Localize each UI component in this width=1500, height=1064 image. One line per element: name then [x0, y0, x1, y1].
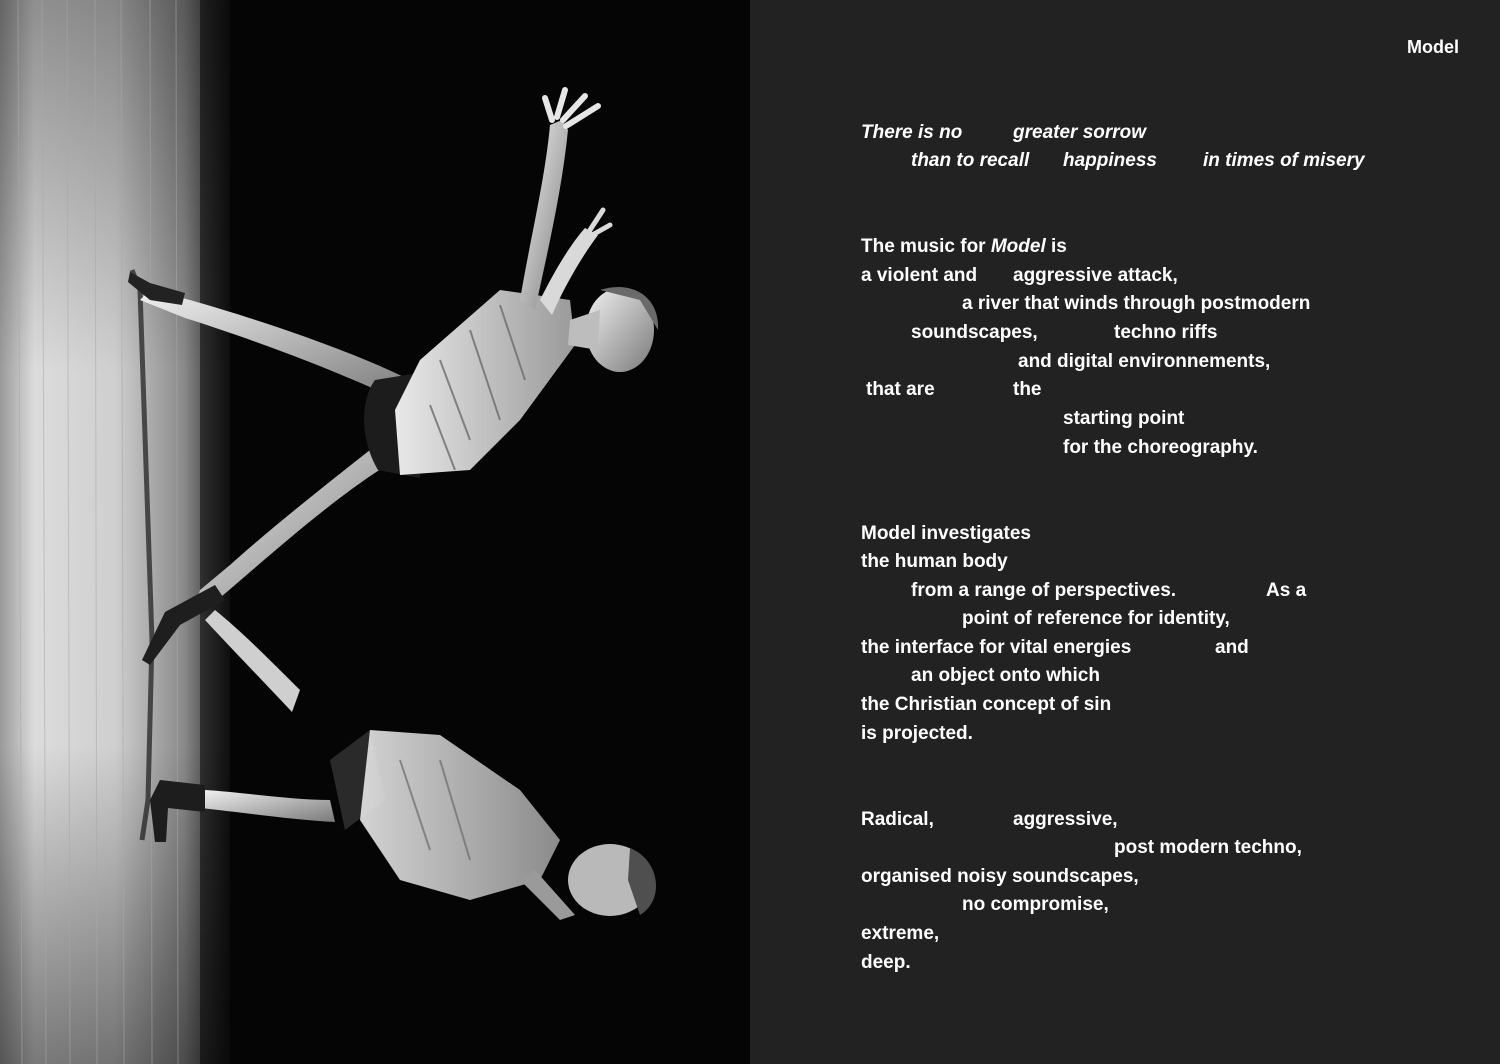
stanza-line: extreme,: [861, 923, 940, 944]
epigraph-phrase: than to recall: [911, 150, 1030, 171]
stanza-line: aggressive,: [1013, 809, 1118, 830]
epigraph-phrase: greater sorrow: [1013, 122, 1147, 143]
stanza-line: aggressive attack,: [1013, 265, 1178, 286]
stanza-line: organised noisy soundscapes,: [861, 866, 1139, 887]
stanza-line: soundscapes,: [911, 322, 1038, 343]
stanza-line: starting point: [1063, 408, 1185, 429]
stanza-line: techno riffs: [1114, 322, 1218, 343]
stanza-line: and digital environnements,: [1018, 351, 1271, 372]
text-page: [750, 0, 1500, 1064]
stanza-line: the Christian concept of sin: [861, 694, 1112, 715]
stanza-line: is projected.: [861, 723, 973, 744]
stanza-line: a violent and: [861, 265, 978, 286]
stanza-line: an object onto which: [911, 665, 1100, 686]
stanza-line: Radical,: [861, 809, 934, 830]
stanza-line: the human body: [861, 551, 1008, 572]
stanza-line: the: [1013, 379, 1042, 400]
stanza-line: and: [1215, 637, 1249, 658]
stanza-line: for the choreography.: [1063, 437, 1258, 458]
stanza-line: that are: [866, 379, 935, 400]
stanza-line: point of reference for identity,: [962, 608, 1230, 629]
stanza-line: a river that winds through postmodern: [962, 293, 1311, 314]
epigraph-phrase: happiness: [1063, 150, 1157, 171]
stanza-line: deep.: [861, 952, 911, 973]
epigraph-phrase: in times of misery: [1203, 150, 1365, 171]
stanza-line: post modern techno,: [1114, 837, 1302, 858]
stanza-line: the interface for vital energies: [861, 637, 1132, 658]
epigraph-phrase: There is no: [861, 122, 963, 143]
stanza-line: The music for Model is: [861, 236, 1067, 257]
stanza-line: no compromise,: [962, 894, 1109, 915]
stanza-line: from a range of perspectives.: [911, 580, 1177, 601]
running-title: Model: [1407, 37, 1459, 57]
stanza-line: Model investigates: [861, 523, 1031, 544]
stanza-line: As a: [1266, 580, 1307, 601]
